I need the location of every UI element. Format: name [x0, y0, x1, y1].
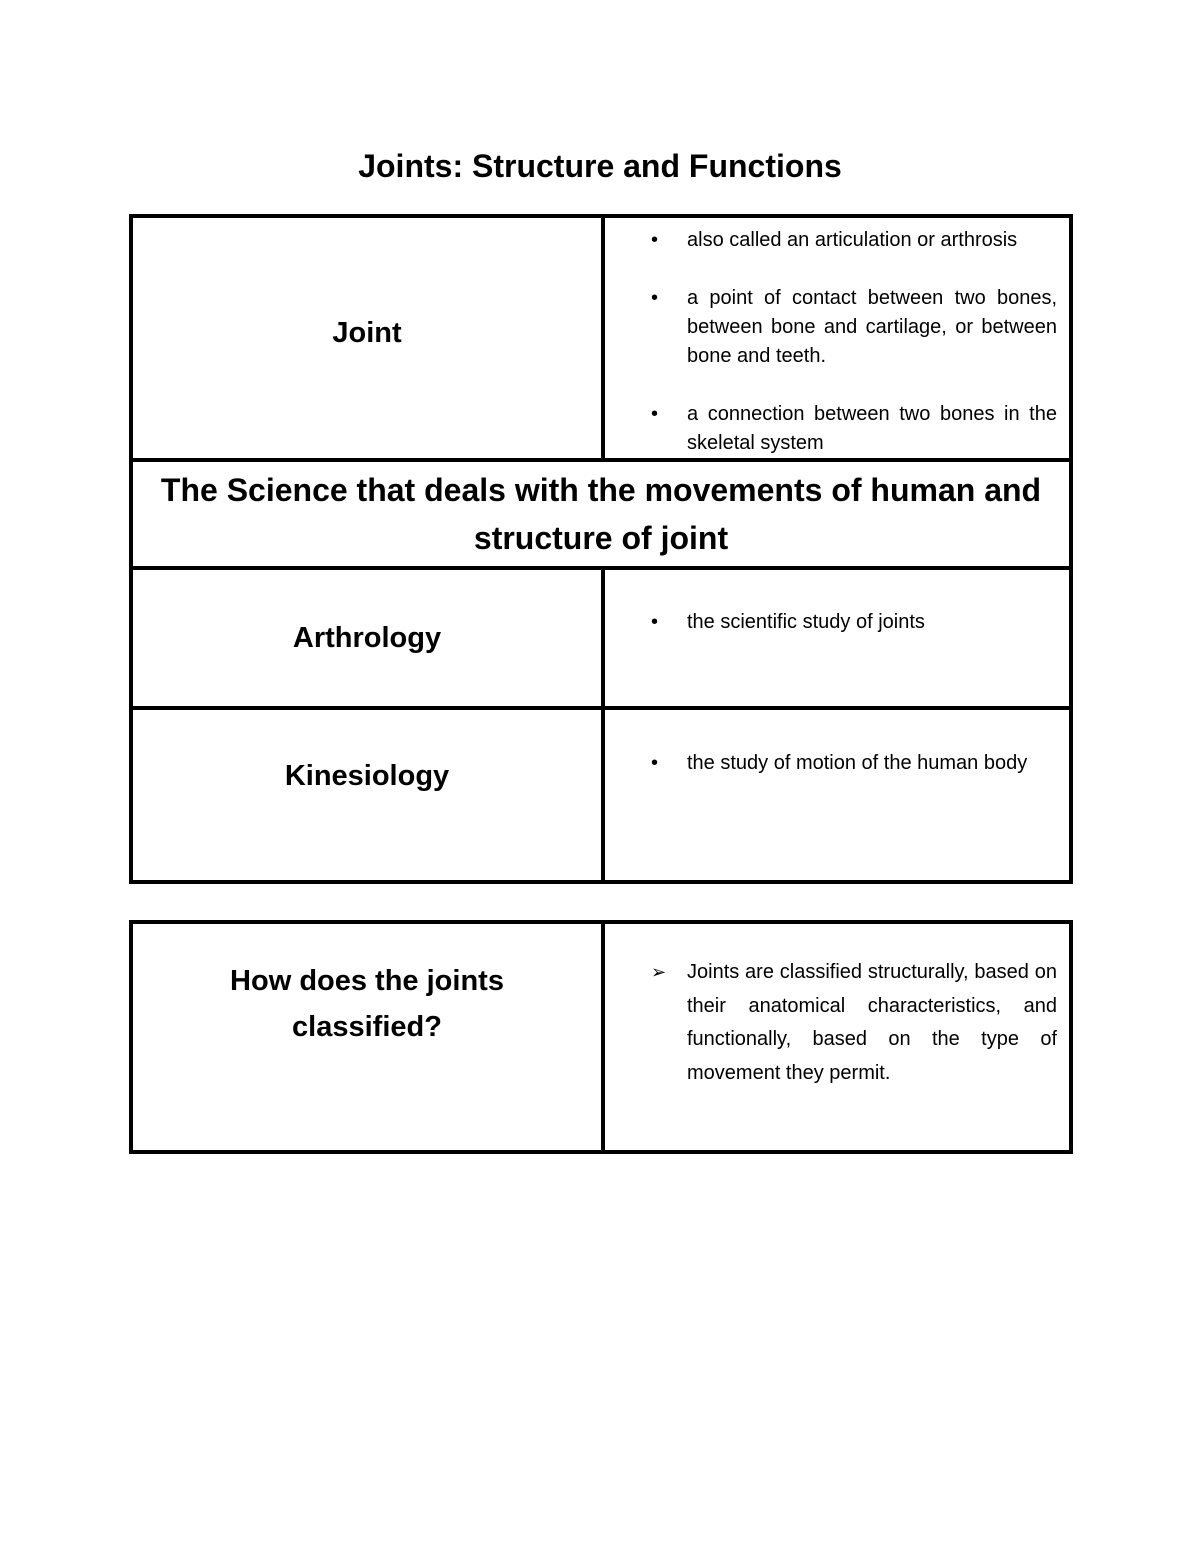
table-row-joint	[131, 216, 1071, 460]
definition-list-kinesiology	[605, 710, 1069, 780]
classification-question: How does the joints classified?	[230, 965, 504, 1043]
bullet-icon: •	[651, 611, 659, 633]
bullet-icon: •	[651, 403, 659, 425]
definition-text: also called an articulation or arthrosis	[687, 229, 1018, 251]
bullet-icon: •	[651, 287, 659, 309]
list-item	[605, 284, 1057, 371]
list-item	[605, 400, 1057, 458]
definition-cell-joint	[603, 216, 1071, 460]
term-arthrology: Arthrology	[292, 622, 442, 654]
list-item	[605, 226, 1057, 255]
arrowhead-icon: ➢	[651, 962, 667, 982]
classification-table	[129, 920, 1073, 1154]
definition-list-joint	[605, 218, 1069, 458]
term-kinesiology: Kinesiology	[284, 760, 450, 792]
term-joint: Joint	[332, 317, 402, 349]
science-heading: The Science that deals with the movements of human and structure of joint	[131, 460, 1071, 568]
list-item	[605, 956, 1057, 1090]
table-row-arthrology	[131, 568, 1071, 708]
definition-cell-arthrology	[603, 568, 1071, 708]
definitions-table	[129, 214, 1073, 884]
definition-text: the scientific study of joints	[687, 611, 925, 633]
definition-list-arthrology	[605, 570, 1069, 637]
table-row-classification	[131, 922, 1071, 1152]
term-cell-joint	[131, 216, 603, 460]
answer-text: Joints are classified structurally, based on their anatomical characteristics, and functionally, based on the type of movement they permit.	[687, 961, 1057, 1084]
term-cell-arthrology	[131, 568, 603, 708]
list-item	[605, 746, 1057, 780]
bullet-icon: •	[651, 229, 659, 251]
list-item	[605, 608, 1057, 637]
definition-cell-kinesiology	[603, 708, 1071, 882]
table-row-science	[131, 460, 1071, 568]
term-cell-kinesiology	[131, 708, 603, 882]
answer-list	[605, 924, 1069, 1090]
definition-text: a connection between two bones in the skeletal system	[687, 403, 1057, 454]
definition-text: a point of contact between two bones, between bone and cartilage, or between bone and teeth.	[687, 287, 1057, 367]
question-cell	[131, 922, 603, 1152]
answer-cell	[603, 922, 1071, 1152]
definition-text: the study of motion of the human body	[687, 752, 1028, 774]
page-title: Joints: Structure and Functions	[358, 148, 842, 184]
table-row-kinesiology	[131, 708, 1071, 882]
bullet-icon: •	[651, 752, 659, 774]
